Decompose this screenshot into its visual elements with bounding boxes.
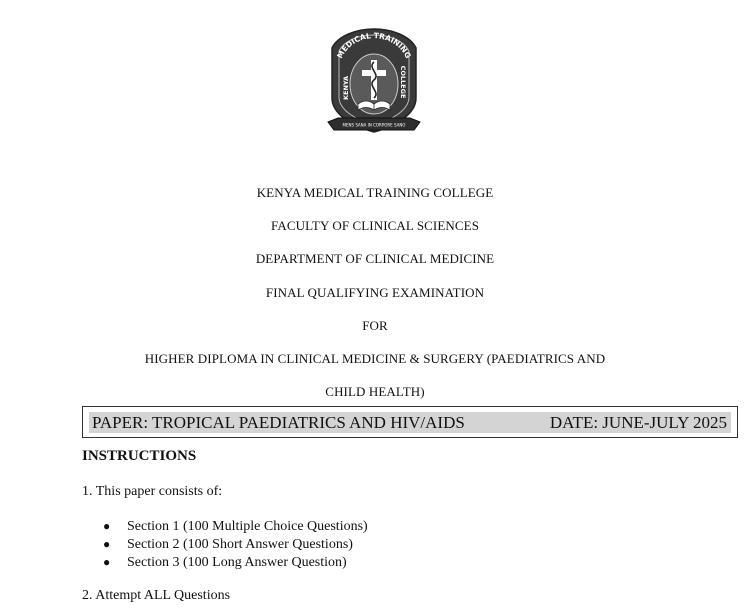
bullet-icon: ● bbox=[103, 519, 111, 533]
program-line-1: HIGHER DIPLOMA IN CLINICAL MEDICINE & SURGERY (PAEDIATRICS AND bbox=[144, 351, 606, 366]
section-2-text: Section 2 (100 Short Answer Questions) bbox=[127, 537, 353, 552]
logo-left-text: KENYA bbox=[342, 75, 350, 101]
section-1-text: Section 1 (100 Multiple Choice Questions) bbox=[127, 519, 368, 534]
bullet-icon: ● bbox=[103, 555, 111, 569]
program-line-2: CHILD HEALTH) bbox=[325, 384, 425, 399]
department-name: DEPARTMENT OF CLINICAL MEDICINE bbox=[255, 251, 495, 266]
paper-date: DATE: JUNE-JULY 2025 bbox=[549, 413, 727, 432]
kmtc-logo bbox=[324, 26, 424, 138]
logo-motto: MENS SANA IN CORPORE SANO bbox=[342, 122, 406, 128]
instruction-item-2: 2. Attempt ALL Questions bbox=[82, 588, 231, 603]
paper-info-box bbox=[82, 406, 738, 438]
paper-title: PAPER: TROPICAL PAEDIATRICS AND HIV/AIDS bbox=[92, 413, 465, 432]
section-3-text: Section 3 (100 Long Answer Question) bbox=[127, 555, 347, 570]
logo-right-text: COLLEGE bbox=[399, 65, 407, 99]
college-name: KENYA MEDICAL TRAINING COLLEGE bbox=[256, 185, 494, 200]
list-item bbox=[103, 553, 368, 571]
list-item bbox=[103, 517, 368, 535]
list-item bbox=[103, 535, 368, 553]
faculty-name: FACULTY OF CLINICAL SCIENCES bbox=[270, 218, 480, 233]
logo-arc-text: MEDICAL TRAINING bbox=[335, 31, 413, 60]
section-list bbox=[103, 517, 368, 571]
for-line: FOR bbox=[362, 318, 388, 333]
exam-name: FINAL QUALIFYING EXAMINATION bbox=[265, 285, 485, 300]
instruction-item-1: 1. This paper consists of: bbox=[82, 484, 223, 499]
bullet-icon: ● bbox=[103, 537, 111, 551]
instructions-heading: INSTRUCTIONS bbox=[82, 448, 197, 464]
paper-info-bar bbox=[89, 412, 731, 433]
